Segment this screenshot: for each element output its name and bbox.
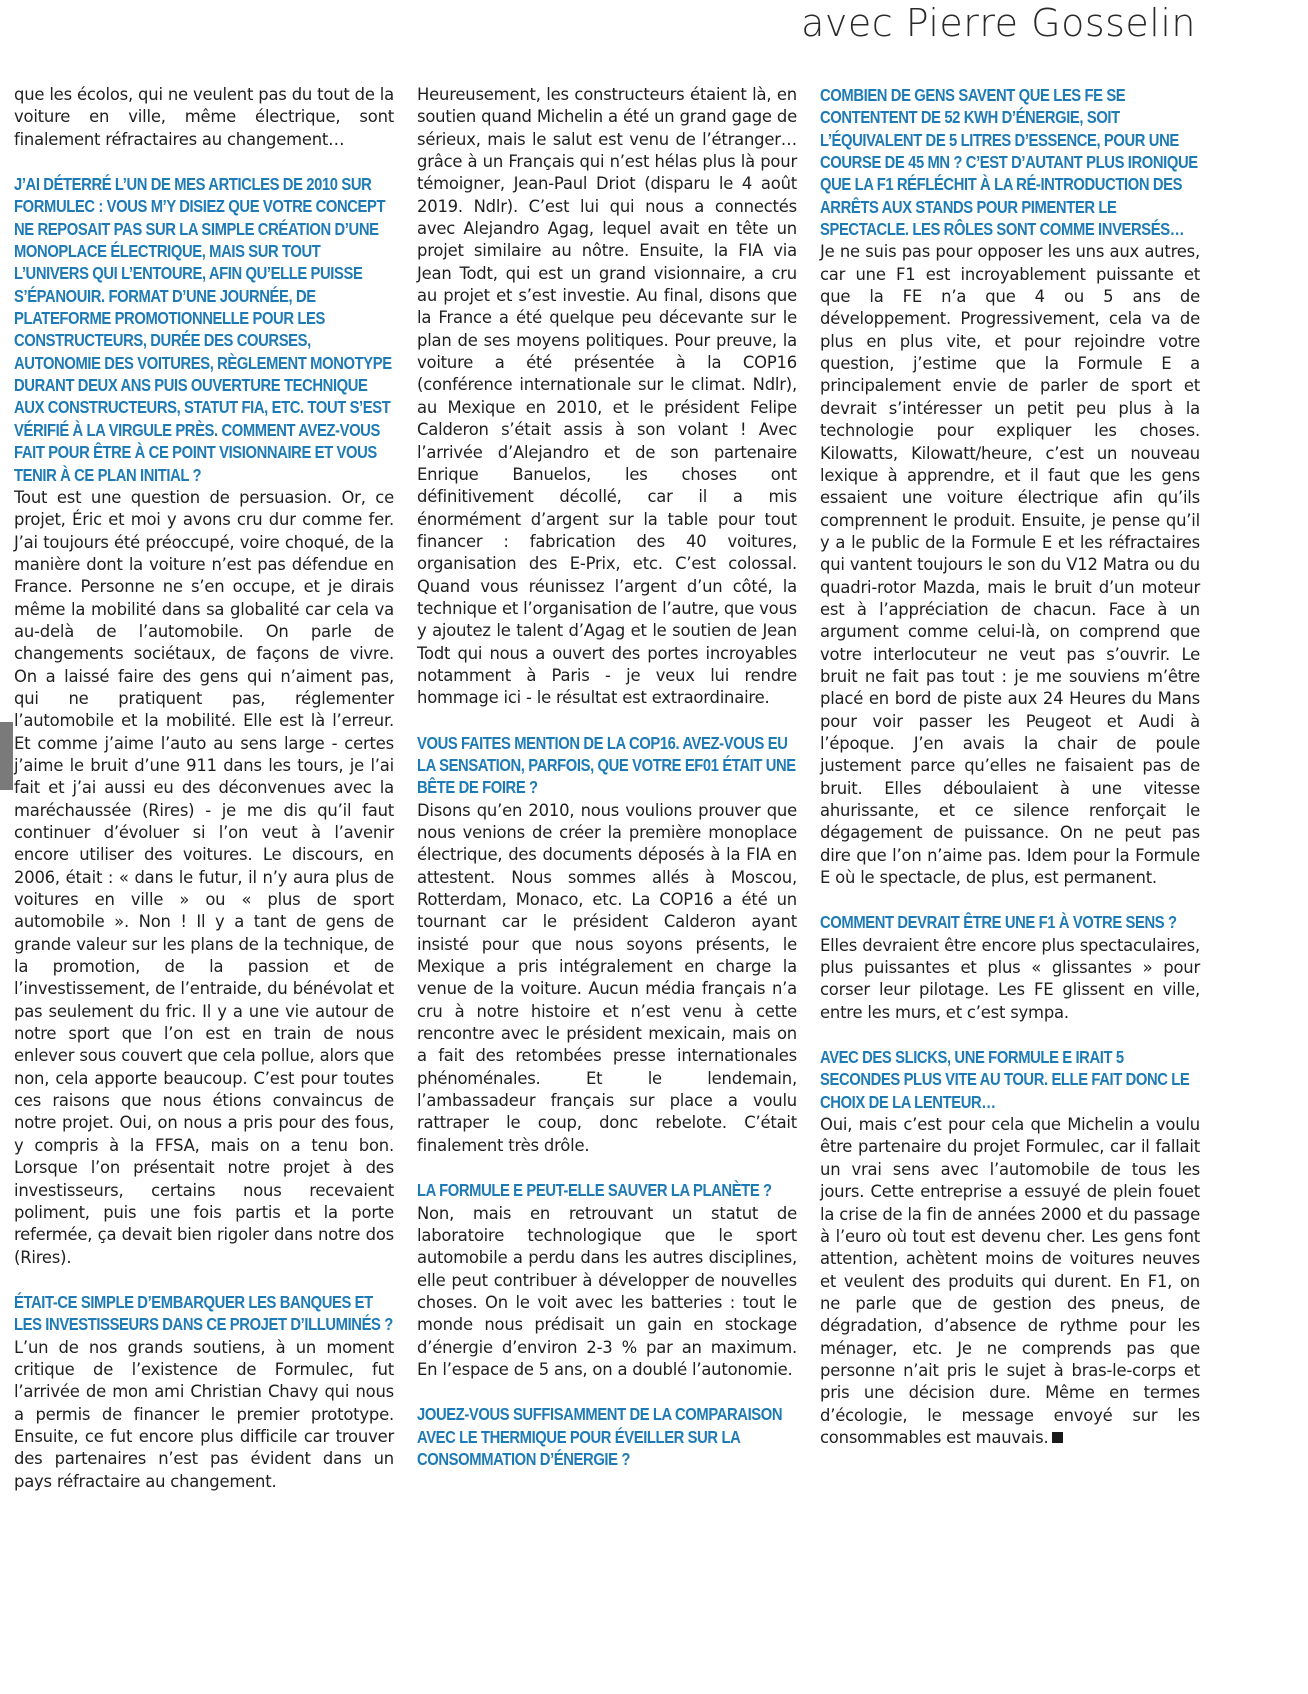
paragraph-text: L’un de nos grands soutiens, à un moment critique de l’existence de Formulec, fut l’arrivée de mon ami Christian Chavy qui nous a permis de financer le premier prototype. Ensuite, ce fut encore plus difficile car trouver des partenaires n’est pas évident dans un pays réfractaire au changement. <box>14 1337 394 1491</box>
answer-paragraph <box>14 84 394 151</box>
interview-question <box>820 84 1199 240</box>
column-1 <box>14 84 394 1493</box>
answer-paragraph <box>820 1114 1200 1449</box>
answer-paragraph <box>820 241 1200 889</box>
question-text: J’AI DÉTERRÉ L’UN DE MES ARTICLES DE 2010 SUR FORMULEC : VOUS M’Y DISIEZ QUE VOTRE CONCEPT NE REPOSAIT PAS SUR LA SIMPLE CRÉATION D’UNE MONOPLACE ÉLECTRIQUE, MAIS SUR TOUT L’UNIVERS QUI L’ENTOURE, AFIN QU’ELLE PUISSE S’ÉPANOUIR. FORMAT D’UNE JOURNÉE, DE PLATEFORME PROMOTIONNELLE POUR LES CONSTRUCTEURS, DURÉE DES COURSES, AUTONOMIE DES VOITURES, RÈGLEMENT MONOTYPE DURANT DEUX ANS PUIS OUVERTURE TECHNIQUE AUX CONSTRUCTEURS, STATUT FIA, ETC. TOUT S’EST VÉRIFIÉ À LA VIRGULE PRÈS. COMMENT AVEZ-VOUS FAIT POUR ÊTRE À CE POINT VISIONNAIRE ET VOUS TENIR À CE PLAN INITIAL ? <box>14 174 392 485</box>
column-3 <box>820 84 1200 1449</box>
interview-question <box>820 1046 1199 1113</box>
question-text: JOUEZ-VOUS SUFFISAMMENT DE LA COMPARAISON AVEC LE THERMIQUE POUR ÉVEILLER SUR LA CONSOMMATION D’ÉNERGIE ? <box>417 1404 783 1469</box>
question-text: VOUS FAITES MENTION DE LA COP16. AVEZ-VOUS EU LA SENSATION, PARFOIS, QUE VOTRE EF01 ÉTAIT UNE BÊTE DE FOIRE ? <box>417 732 796 798</box>
interview-question <box>417 1179 796 1201</box>
answer-paragraph <box>820 935 1200 1024</box>
interview-question <box>820 911 1199 933</box>
page-header: avec Pierre Gosselin <box>801 1 1196 45</box>
answer-paragraph <box>417 800 797 1158</box>
answer-paragraph <box>417 1203 797 1382</box>
page-edge-tab <box>0 722 13 790</box>
answer-paragraph <box>417 84 797 710</box>
column-2 <box>417 84 797 1471</box>
answer-paragraph <box>14 487 394 1269</box>
paragraph-text: Non, mais en retrouvant un statut de laboratoire technologique que le sport automobile a perdu dans les autres disciplines, elle peut contribuer à développer de nouvelles choses. On le voit avec les batteries : tout le monde nous prédisait un gain en stockage d’énergie d’environ 2-3 % par an maximum. En l’espace de 5 ans, on a doublé l’autonomie. <box>417 1203 797 1379</box>
paragraph-text: Oui, mais c’est pour cela que Michelin a voulu être partenaire du projet Formulec, car il fallait un vrai sens avec l’automobile de tous les jours. Cette entreprise a essuyé de plein fouet la crise de la fin de années 2000 et du passage à l’euro où tout est devenu cher. Les gens font attention, achètent moins de voitures neuves et veulent des produits qui durent. En F1, on ne parle que de gestion des pneus, de dégradation, d’absence de rythme pour les ménager, etc. Je ne comprends pas que personne n’ait pris le sujet à bras-le-corps et pris une décision dure. Même en termes d’écologie, le message envoyé sur les consommables est mauvais. <box>820 1115 1200 1447</box>
answer-paragraph <box>14 1337 394 1493</box>
question-text: COMMENT DEVRAIT ÊTRE UNE F1 À VOTRE SENS ? <box>820 912 1177 933</box>
question-text: AVEC DES SLICKS, UNE FORMULE E IRAIT 5 SECONDES PLUS VITE AU TOUR. ELLE FAIT DONC LE CHOIX DE LA LENTEUR… <box>820 1047 1190 1112</box>
paragraph-text: Elles devraient être encore plus spectaculaires, plus puissantes et plus « glissantes » pour corser leur pilotage. Les FE glissent en ville, entre les murs, et c’est sympa. <box>820 935 1200 1022</box>
paragraph-text: que les écolos, qui ne veulent pas du tout de la voiture en ville, même électrique, sont finalement réfractaires au changement… <box>14 85 394 149</box>
paragraph-text: Disons qu’en 2010, nous voulions prouver que nous venions de créer la première monoplace électrique, des documents déposés à la FIA en attestent. Nous sommes allés à Moscou, Rotterdam, Monaco, etc. La COP16 a été un tournant car le président Calderon ayant insisté pour que nous soyons présents, le Mexique a pris intégralement en charge la venue de la voiture. Aucun média français n’a cru à notre histoire et n’est venu à cette rencontre avec le président mexicain, mais on a fait des retombées presse internationales phénoménales. Et le lendemain, l’ambassadeur français sur place a voulu rattraper le coup, donc rebelote. C’était finalement très drôle. <box>417 800 797 1155</box>
paragraph-text: Heureusement, les constructeurs étaient là, en soutien quand Michelin a été un grand gage de sérieux, mais le salut est venu de l’étranger… grâce à un Français qui n’est hélas plus là pour témoigner, Jean-Paul Driot (disparu le 4 août 2019. Ndlr). C’est lui qui nous a connectés avec Alejandro Agag, lequel avait en tête un projet similaire au nôtre. Ensuite, la FIA via Jean Todt, qui est un grand visionnaire, a cru au projet et s’est investie. Au final, disons que la France a été quelque peu décevante sur le plan de ses moyens politiques. Pour preuve, la voiture a été présentée à la COP16 (conférence internationale sur le climat. Ndlr), au Mexique en 2010, et le président Felipe Calderon s’était assis à son volant ! Avec l’arrivée d’Alejandro et de son partenaire Enrique Banuelos, les choses ont définitivement décollé, car il a mis énormément d’argent sur la table pour tout financer : fabrication des 40 voitures, organisation des E-Prix, etc. C’est colossal. Quand vous réunissez l’argent d’un côté, la technique et l’organisation de l’autre, que vous y ajoutez le talent d’Agag et le soutien de Jean Todt qui nous a ouvert des portes incroyables notamment à Paris - je veux lui rendre hommage ici - le résultat est extraordinaire. <box>417 85 797 708</box>
interview-question <box>417 732 796 799</box>
interview-question <box>14 173 393 486</box>
question-text: ÉTAIT-CE SIMPLE D’EMBARQUER LES BANQUES ET LES INVESTISSEURS DANS CE PROJET D’ILLUMINÉS ? <box>14 1291 393 1335</box>
interview-question <box>417 1403 796 1470</box>
paragraph-text: Tout est une question de persuasion. Or, ce projet, Éric et moi y avons cru dur comme fer. J’ai toujours été préoccupé, voire choqué, de la manière dont la voiture n’est pas défendue en France. Personne ne s’en occupe, et je dirais même la mobilité dans sa globalité car cela va au-delà de l’automobile. On parle de changements sociétaux, de façons de vivre. On a laissé faire des gens qui n’aiment pas, qui ne pratiquent pas, réglementer l’automobile et la mobilité. Elle est là l’erreur. Et comme j’aime l’auto au sens large - certes j’aime le bruit d’une 911 dans les tours, je l’ai fait et j’ai aussi eu des déconvenues avec la maréchaussée (Rires) - je me dis qu’il faut continuer d’évoluer si l’on veut à l’avenir encore utiliser des voitures. Le discours, en 2006, était : « dans le futur, il n’y aura plus de voitures en ville » ou « plus de sport automobile ». Non ! Il y a tant de gens de grande valeur sur les plans de la technique, de la promotion, de la passion et de l’investissement, de l’entraide, du bénévolat et pas seulement du fric. Il y a une vie autour de notre sport que l’on est en train de nous enlever sous couvert que cela pollue, alors que non, cela apporte beaucoup. C’est pour toutes ces raisons que nous étions convaincus de notre projet. Oui, on nous a pris pour des fous, y compris à la FFSA, mais on a tenu bon. Lorsque l’on présentait notre projet à des investisseurs, certains nous recevaient poliment, puis une fois partis et la porte refermée, ça devait bien rigoler dans notre dos (Rires). <box>14 487 394 1267</box>
interview-question <box>14 1291 393 1336</box>
question-text: LA FORMULE E PEUT-ELLE SAUVER LA PLANÈTE ? <box>417 1180 772 1201</box>
end-of-article-mark <box>1052 1432 1063 1443</box>
paragraph-text: Je ne suis pas pour opposer les uns aux autres, car une F1 est incroyablement puissante et que la FE n’a que 4 ou 5 ans de développement. Progressivement, cela va de plus en plus vite, et pour rejoindre votre question, j’estime que la Formule E a principalement envie de parler de sport et devrait s’intéresser un petit peu plus à la technologie pour expliquer les choses. Kilowatts, Kilowatt/heure, c’est un nouveau lexique à apprendre, et il faut que les gens essaient une voiture électrique afin qu’ils comprennent le produit. Ensuite, je pense qu’il y a le public de la Formule E et les réfractaires qui vantent toujours le son du V12 Matra ou du quadri-rotor Mazda, mais le bruit d’un moteur est à l’appréciation de chacun. Face à un argument comme celui-là, on comprend que votre interlocuteur ne veut pas s’ouvrir. Le bruit ne fait pas tout : je me souviens m’être placé en bord de piste aux 24 Heures du Mans pour voir passer les Peugeot et Audi à l’époque. J’en avais la chair de poule justement parce qu’elles ne faisaient pas de bruit. Elles déboulaient à une vitesse ahurissante, et ce silence renforçait le dégagement de puissance. On ne peut pas dire que l’on n’aime pas. Idem pour la Formule E où le spectacle, de plus, est permanent. <box>820 242 1200 888</box>
question-text: COMBIEN DE GENS SAVENT QUE LES FE SE CONTENTENT DE 52 KWH D’ÉNERGIE, SOIT L’ÉQUIVALENT DE 5 LITRES D’ESSENCE, POUR UNE COURSE DE 45 MN ? C’EST D’AUTANT PLUS IRONIQUE QUE LA F1 RÉFLÉCHIT À LA RÉ-INTRODUCTION DES ARRÊTS AUX STANDS POUR PIMENTER LE SPECTACLE. LES RÔLES SONT COMME INVERSÉS… <box>820 85 1198 240</box>
